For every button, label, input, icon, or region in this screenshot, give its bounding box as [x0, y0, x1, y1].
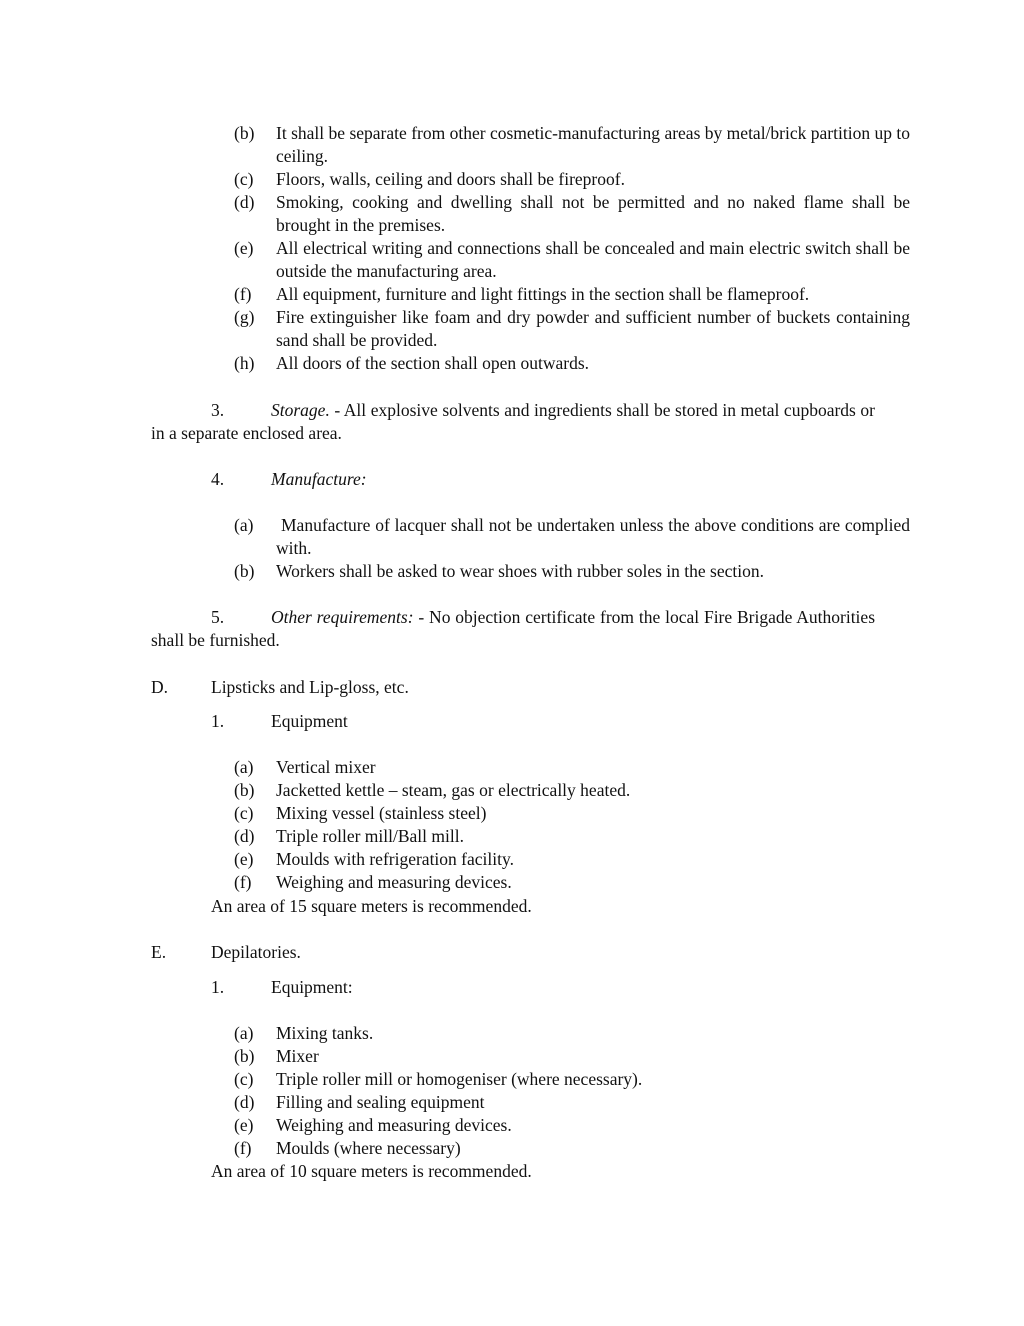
section-heading-d	[151, 676, 409, 699]
list-marker: (c)	[234, 1069, 254, 1089]
list-text: Mixer	[276, 1046, 319, 1066]
list-item	[234, 1045, 910, 1068]
list-item	[234, 306, 910, 352]
list-marker: (g)	[234, 307, 255, 327]
list-item	[234, 560, 910, 583]
list-item	[234, 1022, 910, 1045]
list-marker: (a)	[234, 515, 254, 535]
subsection-title: Equipment:	[271, 977, 353, 997]
paragraph-manufacture	[151, 468, 875, 491]
list-marker: (a)	[234, 1023, 254, 1043]
list-text: Moulds (where necessary)	[276, 1138, 461, 1158]
list-item	[234, 122, 910, 168]
list-marker: (e)	[234, 238, 254, 258]
list-item	[234, 283, 910, 306]
list-item	[234, 802, 910, 825]
list-marker: (e)	[234, 849, 254, 869]
list-text: Weighing and measuring devices.	[276, 1115, 512, 1135]
list-item	[234, 1091, 910, 1114]
subsection-title: Equipment	[271, 711, 348, 731]
list-marker: (d)	[234, 1092, 255, 1112]
list-text: Floors, walls, ceiling and doors shall be fireproof.	[276, 169, 625, 189]
list-marker: (b)	[234, 123, 255, 143]
list-item	[234, 514, 910, 560]
list-item	[234, 1068, 910, 1091]
list-marker: (f)	[234, 284, 252, 304]
list-item	[234, 168, 910, 191]
list-text: Vertical mixer	[276, 757, 376, 777]
section-title: Lipsticks and Lip-gloss, etc.	[211, 677, 409, 697]
list-text: Smoking, cooking and dwelling shall not be permitted and no naked flame shall be brought in the premises.	[276, 192, 910, 235]
section-title: Depilatories.	[211, 942, 301, 962]
paragraph-number: 5.	[211, 607, 225, 627]
list-marker: (a)	[234, 757, 254, 777]
paragraph-heading: Manufacture:	[271, 469, 367, 489]
list-text: Workers shall be asked to wear shoes with rubber soles in the section.	[276, 561, 764, 581]
list-marker: (b)	[234, 1046, 255, 1066]
list-item	[234, 825, 910, 848]
list-item	[234, 756, 910, 779]
paragraph-storage	[151, 399, 875, 445]
list-item	[234, 1137, 910, 1160]
section-letter: D.	[151, 677, 169, 697]
list-item	[234, 848, 910, 871]
area-note: An area of 10 square meters is recommended.	[211, 1161, 532, 1181]
list-text: Moulds with refrigeration facility.	[276, 849, 514, 869]
list-item	[234, 779, 910, 802]
list-text: Fire extinguisher like foam and dry powder and sufficient number of buckets containing sand shall be provided.	[276, 307, 910, 350]
list-marker: (d)	[234, 826, 255, 846]
list-marker: (h)	[234, 353, 255, 373]
list-text: Mixing vessel (stainless steel)	[276, 803, 487, 823]
list-text: All electrical writing and connections shall be concealed and main electric switch shall be outside the manufacturing area.	[276, 238, 910, 281]
list-text: Jacketted kettle – steam, gas or electrically heated.	[276, 780, 631, 800]
subsection-heading	[211, 976, 353, 999]
list-text: Mixing tanks.	[276, 1023, 374, 1043]
list-text: All equipment, furniture and light fittings in the section shall be flameproof.	[276, 284, 810, 304]
list-item	[234, 1114, 910, 1137]
list-marker: (c)	[234, 803, 254, 823]
list-text: Weighing and measuring devices.	[276, 872, 512, 892]
list-text: Manufacture of lacquer shall not be undertaken unless the above conditions are complied with.	[276, 515, 910, 558]
subsection-heading	[211, 710, 348, 733]
list-marker: (b)	[234, 561, 255, 581]
subsection-number: 1.	[211, 977, 225, 997]
paragraph-number: 4.	[211, 469, 225, 489]
list-marker: (b)	[234, 780, 255, 800]
paragraph-text: - No objection certificate from the local Fire Brigade Authorities shall be furnished.	[151, 607, 876, 650]
section-letter: E.	[151, 942, 167, 962]
list-text: All doors of the section shall open outwards.	[276, 353, 590, 373]
list-marker: (d)	[234, 192, 255, 212]
list-item	[234, 191, 910, 237]
area-note: An area of 15 square meters is recommended.	[211, 896, 532, 916]
list-item	[234, 237, 910, 283]
list-item	[234, 352, 910, 375]
list-text: Triple roller mill/Ball mill.	[276, 826, 464, 846]
paragraph-number: 3.	[211, 400, 225, 420]
paragraph-text: - All explosive solvents and ingredients shall be stored in metal cupboards or in a separate enclosed area.	[151, 400, 875, 443]
paragraph-other-requirements	[151, 606, 875, 652]
list-text: It shall be separate from other cosmetic-manufacturing areas by metal/brick partition up to ceiling.	[276, 123, 910, 166]
list-marker: (c)	[234, 169, 254, 189]
paragraph-heading: Storage.	[271, 400, 330, 420]
subsection-number: 1.	[211, 711, 225, 731]
list-marker: (f)	[234, 1138, 252, 1158]
section-heading-e	[151, 941, 301, 964]
list-item	[234, 871, 910, 894]
list-text: Triple roller mill or homogeniser (where necessary).	[276, 1069, 643, 1089]
list-marker: (e)	[234, 1115, 254, 1135]
list-text: Filling and sealing equipment	[276, 1092, 485, 1112]
list-marker: (f)	[234, 872, 252, 892]
paragraph-heading: Other requirements:	[271, 607, 414, 627]
